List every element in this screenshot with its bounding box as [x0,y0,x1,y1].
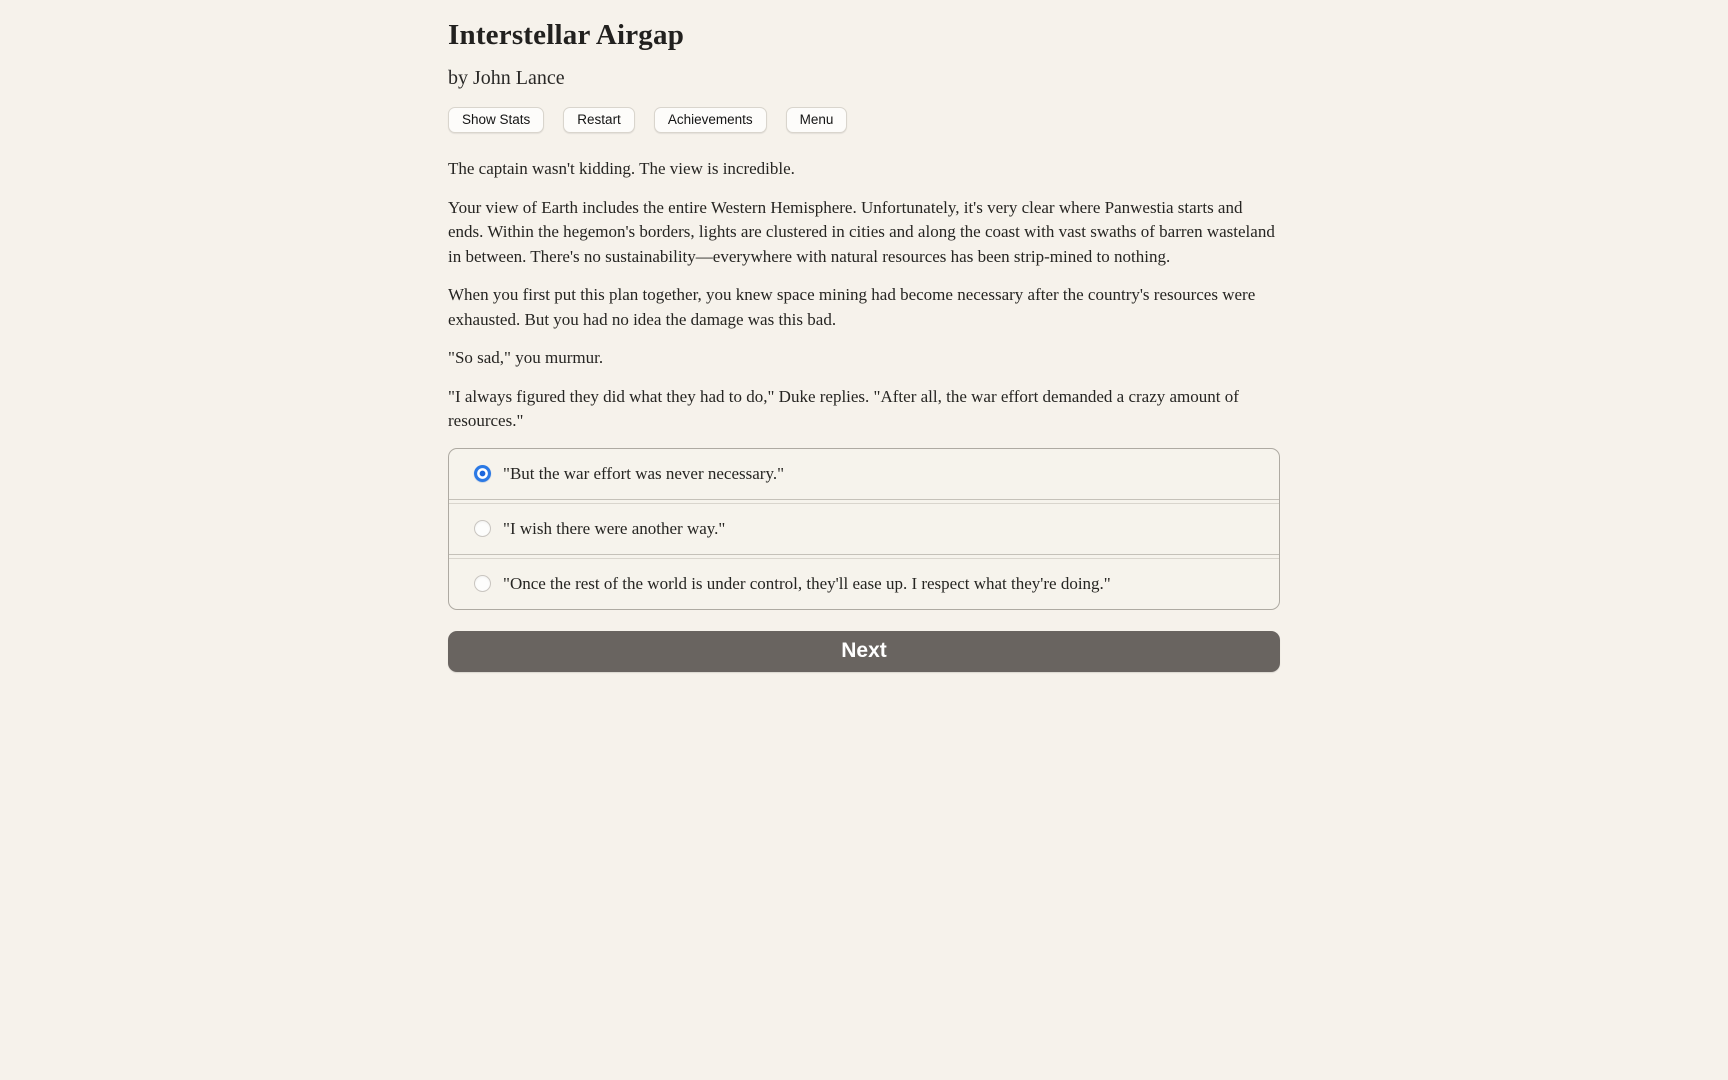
choice-option-3[interactable] [449,559,1279,609]
story-paragraph: "So sad," you murmur. [448,348,604,367]
story-page [448,0,1280,672]
game-title: Interstellar Airgap [448,19,685,51]
game-author: by John Lance [448,67,565,89]
restart-button[interactable]: Restart [563,107,635,133]
story-paragraph: The captain wasn't kidding. The view is incredible. [448,159,795,178]
story-text [448,157,1280,434]
menu-button[interactable]: Menu [786,107,848,133]
toolbar [448,107,1280,133]
choice-option-label: "Once the rest of the world is under control, they'll ease up. I respect what they're doing." [503,573,1111,593]
achievements-button[interactable]: Achievements [654,107,767,133]
story-paragraph: "I always figured they did what they had to do," Duke replies. "After all, the war effort demanded a crazy amount of resources." [448,386,1239,430]
choice-option-2[interactable] [449,504,1279,554]
choice-option-label: "But the war effort was never necessary." [503,463,785,483]
choice-group [448,448,1280,610]
radio-button-icon[interactable] [474,575,491,592]
radio-button-selected-icon[interactable] [474,465,491,482]
choice-option-label: "I wish there were another way." [503,518,726,538]
choice-option-1[interactable] [449,449,1279,499]
story-paragraph: When you first put this plan together, you knew space mining had become necessary after the country's resources were exhausted. But you had no idea the damage was this bad. [448,285,1256,329]
next-button[interactable]: Next [448,631,1280,672]
show-stats-button[interactable]: Show Stats [448,107,544,133]
radio-button-icon[interactable] [474,520,491,537]
story-paragraph: Your view of Earth includes the entire Western Hemisphere. Unfortunately, it's very clear where Panwestia starts and ends. Within the hegemon's borders, lights are clustered in cities and along the coast with vast swaths of barren wasteland in between. There's no sustainability—everywhere with natural resources has been strip-mined to nothing. [448,197,1275,266]
